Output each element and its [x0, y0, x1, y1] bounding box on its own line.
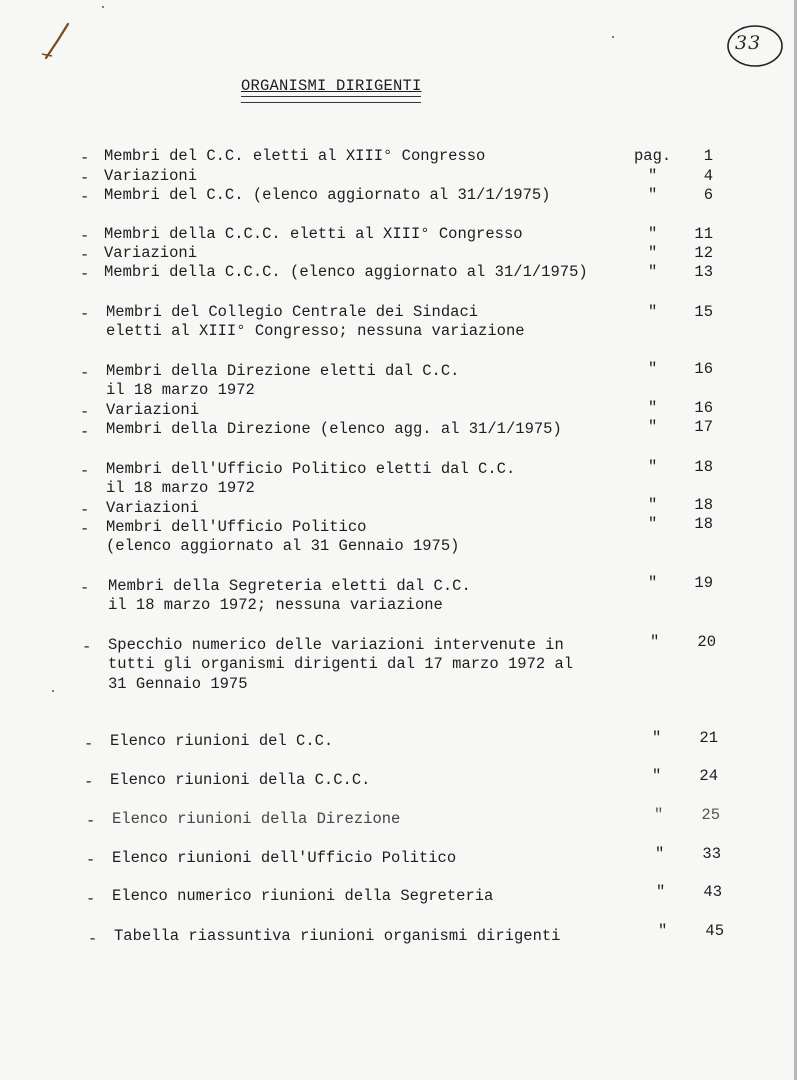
ditto-mark: " [648, 225, 658, 243]
entry-11-page: 18 [694, 458, 713, 476]
entry-10-text: Membri della Direzione (elenco agg. al 31/1/1975) [106, 420, 562, 438]
entry-17-page: 24 [699, 767, 718, 785]
bullet-dash: - [80, 188, 90, 206]
page-label: pag. [634, 147, 672, 165]
bullet-dash: - [80, 520, 90, 538]
entry-7-page: 15 [694, 303, 713, 321]
entry-20-page: 43 [703, 883, 722, 901]
bullet-dash: - [80, 246, 90, 264]
page-number-stamp: 33 [735, 32, 762, 54]
bullet-dash: - [80, 265, 90, 283]
entry-16-text: Elenco riunioni del C.C. [110, 732, 334, 750]
entry-1-page: 1 [703, 147, 713, 165]
entry-12-text: Variazioni [106, 499, 200, 517]
bullet-dash: - [86, 890, 96, 908]
ditto-mark: " [654, 806, 664, 824]
entry-8-text-line-1: Membri della Direzione eletti dal C.C. [106, 362, 460, 380]
entry-15-text-line-2: tutti gli organismi dirigenti dal 17 marzo 1972 al [108, 655, 574, 673]
entry-11-text-line-1: Membri dell'Ufficio Politico eletti dal C.C. [106, 460, 516, 478]
entry-5-page: 12 [694, 244, 713, 262]
entry-14-text-line-2: il 18 marzo 1972; nessuna variazione [108, 596, 443, 614]
entry-8-page: 16 [694, 360, 713, 378]
paper-speck [52, 690, 54, 692]
bullet-dash: - [86, 812, 96, 830]
title-double-rule [241, 96, 421, 103]
bullet-dash: - [88, 930, 98, 948]
bullet-dash: - [80, 149, 90, 167]
ditto-mark: " [656, 883, 666, 901]
entry-7-text-line-2: eletti al XIII° Congresso; nessuna variazione [106, 322, 525, 340]
bullet-dash: - [80, 423, 90, 441]
entry-8-text-line-2: il 18 marzo 1972 [106, 381, 255, 399]
bullet-dash: - [86, 851, 96, 869]
entry-14-text-line-1: Membri della Segreteria eletti dal C.C. [108, 577, 471, 595]
entry-2-text: Variazioni [104, 167, 198, 185]
entry-13-text-line-2: (elenco aggiornato al 31 Gennaio 1975) [106, 537, 460, 555]
entry-11-text-line-2: il 18 marzo 1972 [106, 479, 255, 497]
bullet-dash: - [82, 638, 92, 656]
bullet-dash: - [84, 773, 94, 791]
ditto-mark: " [648, 167, 658, 185]
entry-21-page: 45 [705, 922, 724, 940]
entry-3-text: Membri del C.C. (elenco aggiornato al 31/1/1975) [104, 186, 551, 204]
entry-7-text-line-1: Membri del Collegio Centrale dei Sindaci [106, 303, 479, 321]
paper-speck [612, 36, 614, 38]
ditto-mark: " [650, 633, 660, 651]
entry-13-text-line-1: Membri dell'Ufficio Politico [106, 518, 367, 536]
entry-15-text-line-1: Specchio numerico delle variazioni intervenute in [108, 636, 564, 654]
bullet-dash: - [80, 364, 90, 382]
bullet-dash: - [80, 501, 90, 519]
entry-3-page: 6 [703, 186, 713, 204]
entry-9-page: 16 [694, 399, 713, 417]
ditto-mark: " [648, 418, 658, 436]
ditto-mark: " [648, 244, 658, 262]
entry-6-page: 13 [694, 263, 713, 281]
page-title: ORGANISMI DIRIGENTI [241, 77, 422, 95]
bullet-dash: - [84, 735, 94, 753]
entry-20-text: Elenco numerico riunioni della Segreteria [112, 887, 494, 905]
paper-speck [102, 6, 104, 8]
entry-19-page: 33 [702, 845, 721, 863]
entry-5-text: Variazioni [104, 244, 198, 262]
entry-2-page: 4 [703, 167, 713, 185]
ditto-mark: " [648, 574, 658, 592]
entry-18-page: 25 [701, 806, 720, 824]
entry-15-page: 20 [697, 633, 716, 651]
entry-12-page: 18 [694, 496, 713, 514]
entry-14-page: 19 [694, 574, 713, 592]
bullet-dash: - [80, 305, 90, 323]
ditto-mark: " [648, 399, 658, 417]
entry-13-page: 18 [694, 515, 713, 533]
ditto-mark: " [648, 186, 658, 204]
entry-17-text: Elenco riunioni della C.C.C. [110, 771, 371, 789]
entry-4-page: 11 [694, 225, 713, 243]
ditto-mark: " [648, 496, 658, 514]
entry-6-text: Membri della C.C.C. (elenco aggiornato al 31/1/1975) [104, 263, 588, 281]
entry-18-text: Elenco riunioni della Direzione [112, 810, 401, 828]
bullet-dash: - [80, 579, 90, 597]
ditto-mark: " [652, 767, 662, 785]
entry-1-text: Membri del C.C. eletti al XIII° Congresso [104, 147, 486, 165]
entry-15-text-line-3: 31 Gennaio 1975 [108, 675, 248, 693]
ditto-mark: " [658, 922, 668, 940]
ditto-mark: " [655, 845, 665, 863]
bullet-dash: - [80, 169, 90, 187]
entry-19-text: Elenco riunioni dell'Ufficio Politico [112, 849, 457, 867]
ditto-mark: " [648, 515, 658, 533]
entry-4-text: Membri della C.C.C. eletti al XIII° Congresso [104, 225, 523, 243]
entry-16-page: 21 [699, 729, 718, 747]
entry-10-page: 17 [694, 418, 713, 436]
bullet-dash: - [80, 462, 90, 480]
ditto-mark: " [648, 263, 658, 281]
entry-21-text: Tabella riassuntiva riunioni organismi dirigenti [114, 927, 561, 945]
ditto-mark: " [648, 360, 658, 378]
bullet-dash: - [80, 227, 90, 245]
ditto-mark: " [652, 729, 662, 747]
pen-mark-icon [38, 18, 78, 64]
bullet-dash: - [80, 403, 90, 421]
ditto-mark: " [648, 458, 658, 476]
ditto-mark: " [648, 303, 658, 321]
entry-9-text: Variazioni [106, 401, 200, 419]
